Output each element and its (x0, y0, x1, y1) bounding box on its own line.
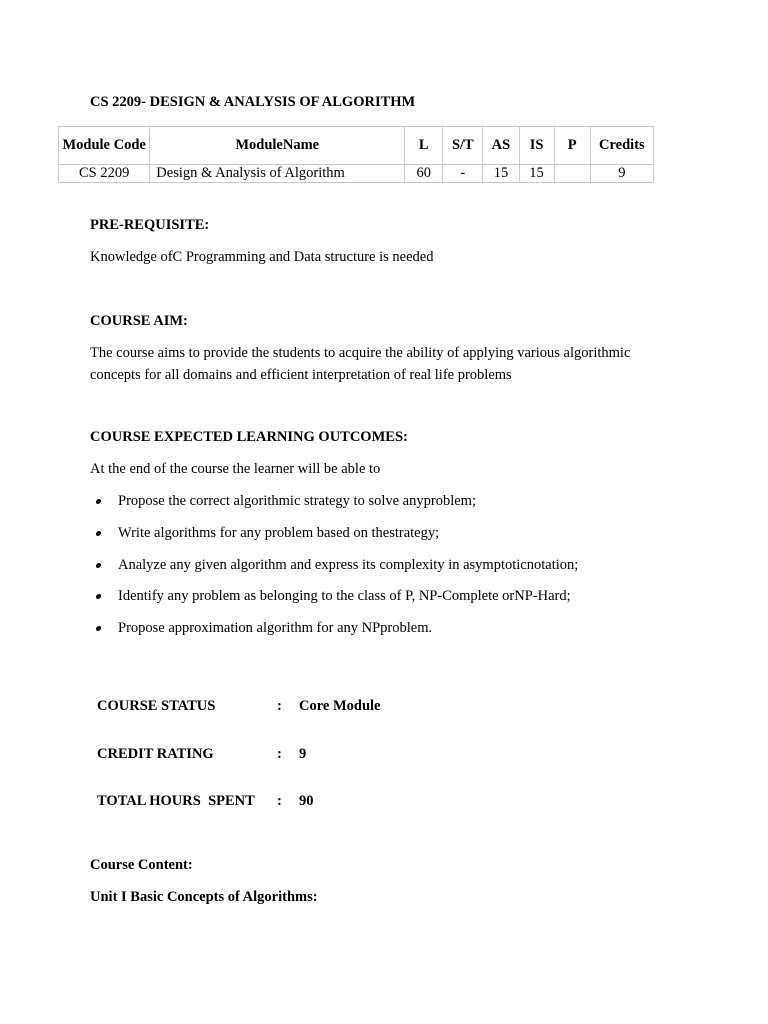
bullet-icon (95, 563, 101, 568)
list-item-text: Identify any problem as belonging to the class of P, NP-Complete orNP-Hard; (118, 588, 571, 604)
cell-module-name: Design & Analysis of Algorithm (150, 165, 405, 183)
bullet-icon (95, 499, 101, 504)
unit-heading: Unit I Basic Concepts of Algorithms: (90, 889, 318, 905)
list-item-text: Analyze any given algorithm and express its complexity in asymptoticnotation; (118, 557, 579, 573)
course-status-label: COURSE STATUS (97, 698, 216, 714)
status-colon: : (277, 793, 282, 809)
bullet-icon (95, 531, 101, 536)
prerequisite-text: Knowledge ofC Programming and Data structure is needed (90, 249, 434, 265)
header-module-code: Module Code (59, 127, 150, 165)
bullet-icon (95, 594, 101, 599)
cell-credits: 9 (590, 165, 653, 183)
cell-module-code: CS 2209 (59, 165, 150, 183)
header-st: S/T (443, 127, 483, 165)
header-l: L (405, 127, 443, 165)
list-item (0, 493, 768, 515)
header-credits: Credits (590, 127, 653, 165)
credit-rating-value: 9 (299, 746, 307, 762)
table-row (59, 165, 654, 183)
bullet-icon (95, 626, 101, 631)
total-hours-label: TOTAL HOURS SPENT (97, 793, 255, 809)
list-item (0, 588, 768, 610)
course-aim-text: The course aims to provide the students to acquire the ability of applying various algorithmic concepts for all domains and efficient interpretation of real life problems (90, 345, 631, 383)
total-hours-value: 90 (299, 793, 314, 809)
cell-is: 15 (519, 165, 554, 183)
learning-outcomes-intro: At the end of the course the learner will be able to (90, 461, 381, 477)
status-colon: : (277, 746, 282, 762)
list-item-text: Write algorithms for any problem based on thestrategy; (118, 525, 440, 541)
cell-st: - (443, 165, 483, 183)
course-content-heading: Course Content: (90, 857, 193, 873)
course-aim-heading: COURSE AIM: (90, 313, 188, 329)
cell-l: 60 (405, 165, 443, 183)
header-p: P (554, 127, 590, 165)
status-colon: : (277, 698, 282, 714)
cell-as: 15 (483, 165, 519, 183)
document-title: CS 2209- DESIGN & ANALYSIS OF ALGORITHM (90, 94, 416, 110)
header-module-name: ModuleName (150, 127, 405, 165)
list-item (0, 525, 768, 547)
table-header-row (59, 127, 654, 165)
header-as: AS (483, 127, 519, 165)
list-item-text: Propose approximation algorithm for any NPproblem. (118, 620, 433, 636)
list-item (0, 557, 768, 579)
credit-rating-label: CREDIT RATING (97, 746, 214, 762)
header-is: IS (519, 127, 554, 165)
list-item-text: Propose the correct algorithmic strategy to solve anyproblem; (118, 493, 476, 509)
course-status-value: Core Module (299, 698, 381, 714)
list-item (0, 620, 768, 642)
learning-outcomes-heading: COURSE EXPECTED LEARNING OUTCOMES: (90, 429, 408, 445)
module-table (58, 126, 654, 183)
prerequisite-heading: PRE-REQUISITE: (90, 217, 210, 233)
cell-p (554, 165, 590, 183)
